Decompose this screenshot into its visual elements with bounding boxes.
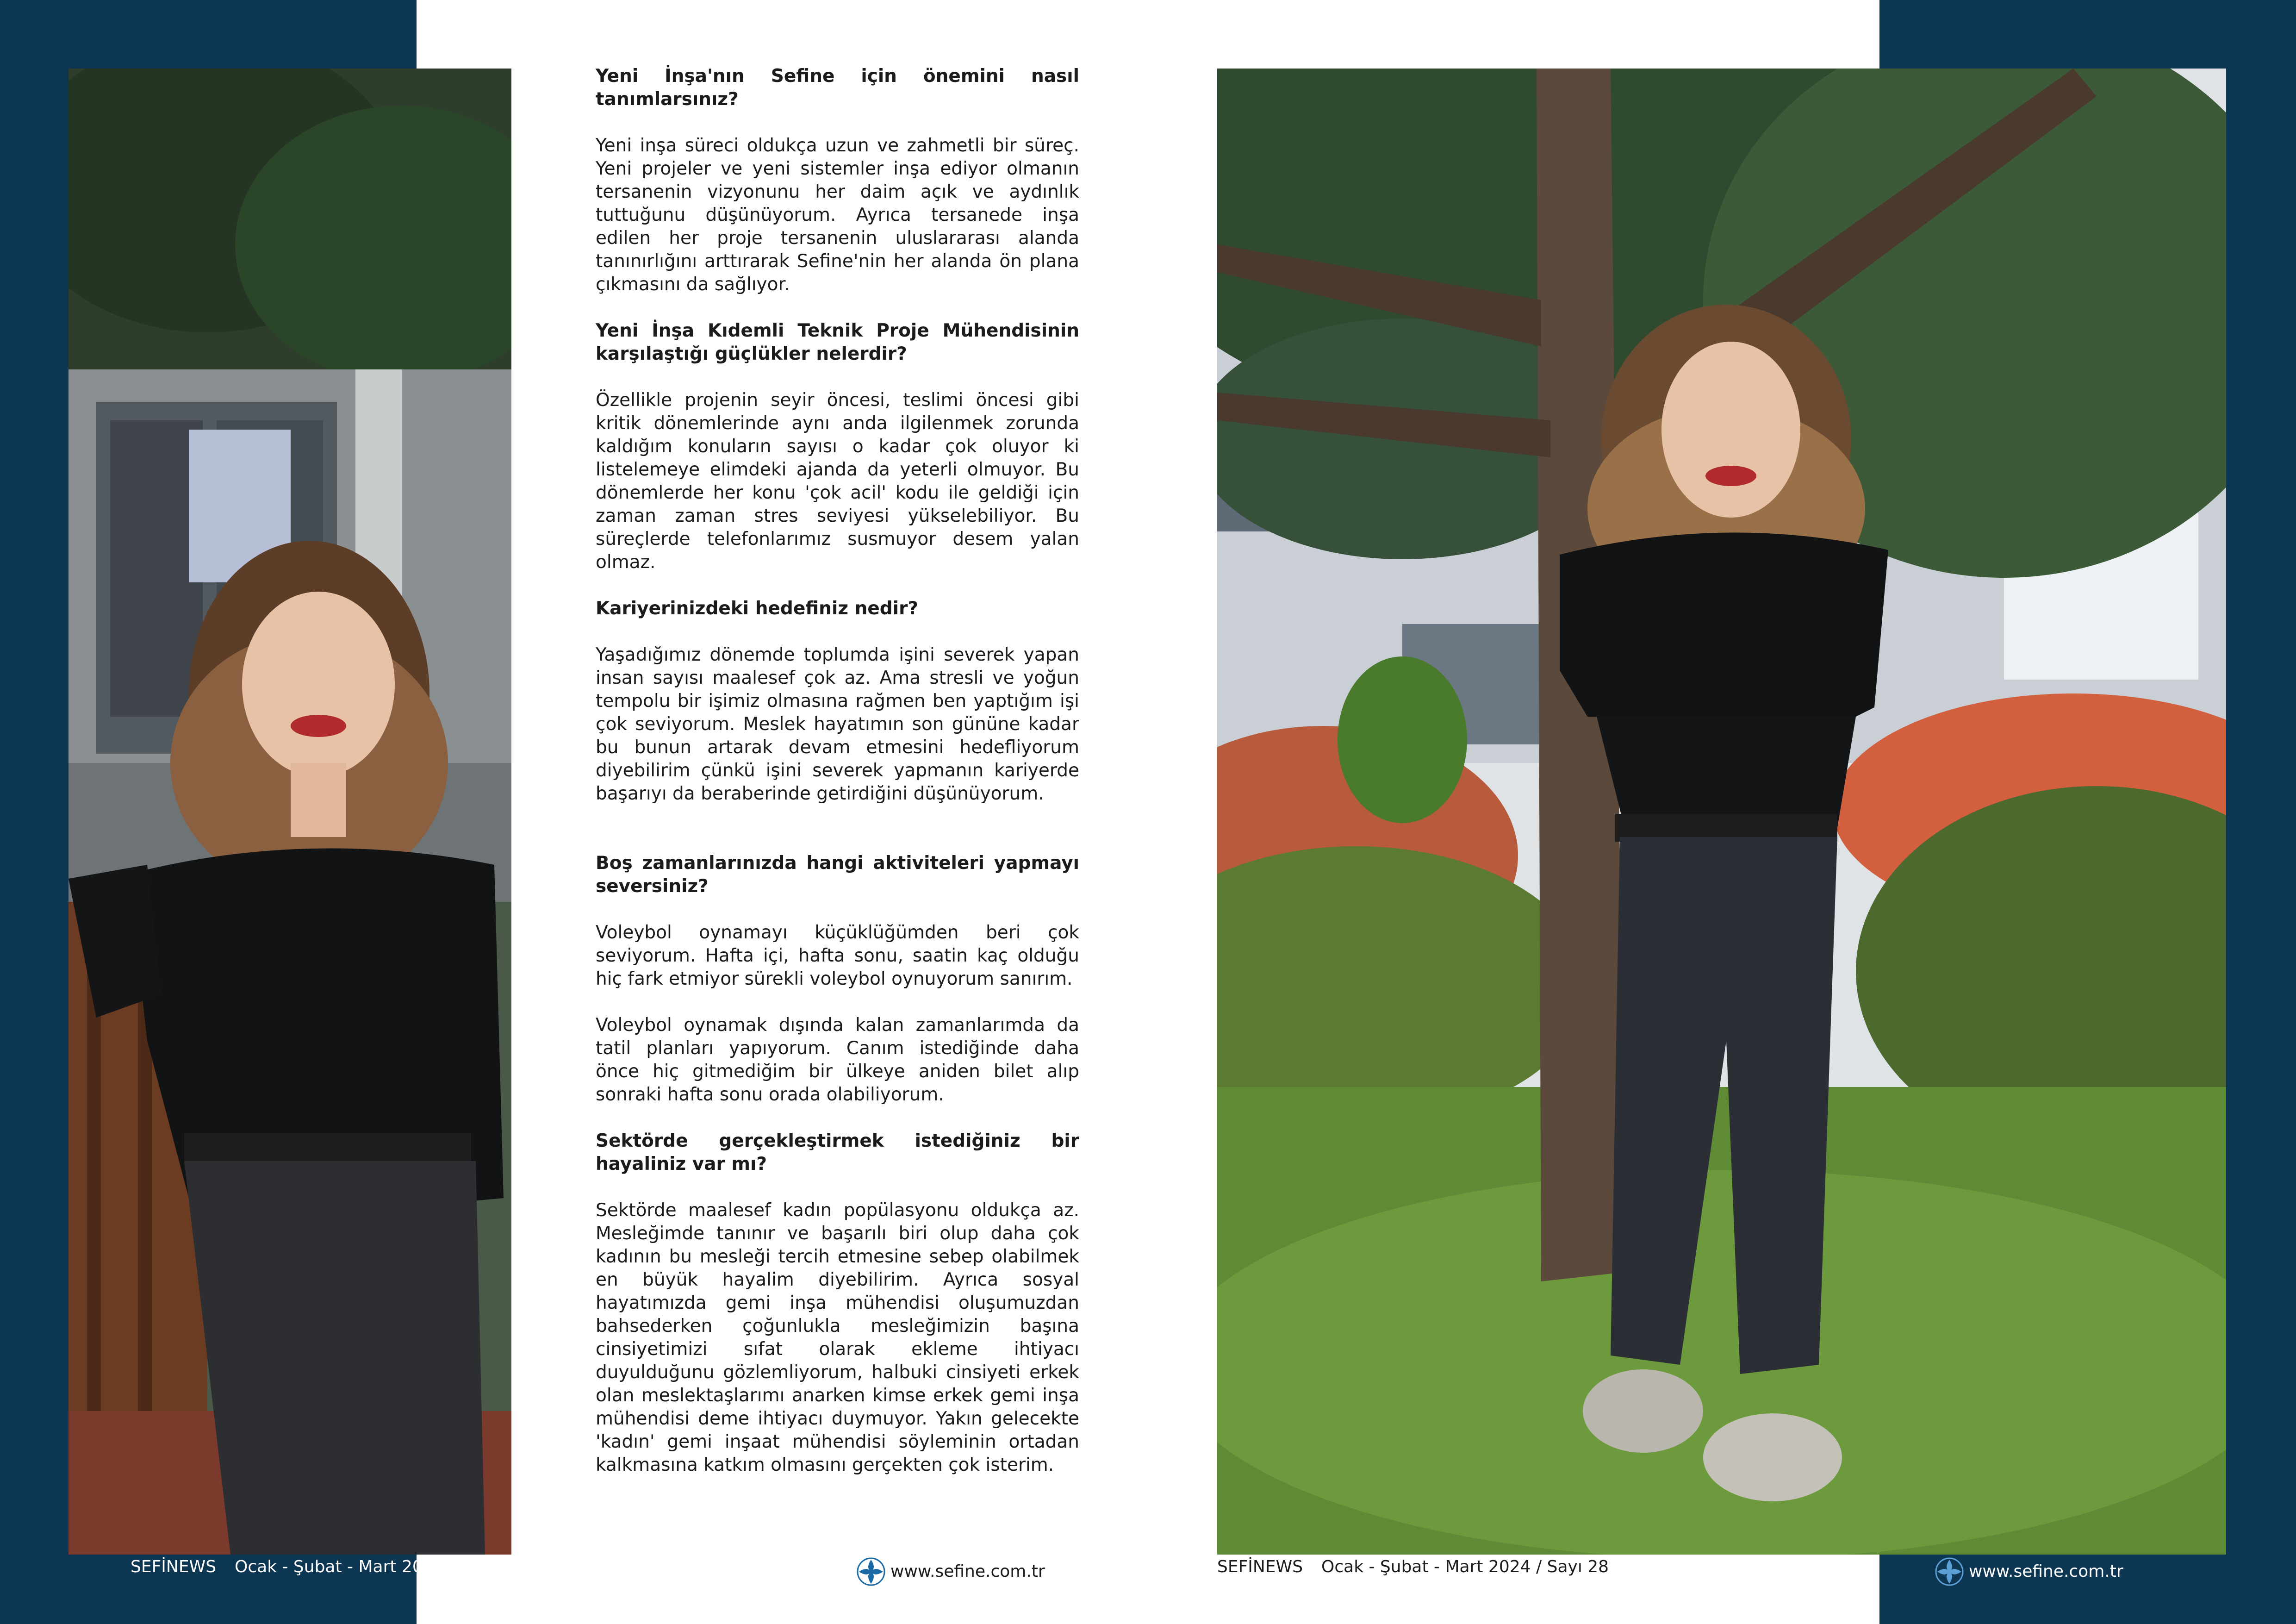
portrait-photo-left — [68, 69, 511, 1555]
website-text-right: www.sefine.com.tr — [1969, 1562, 2123, 1581]
sefine-logo-icon — [856, 1557, 886, 1587]
question-heading: Boş zamanlarınızda hangi aktiviteleri yapmayı seversiniz? — [596, 853, 1079, 897]
question-heading: Yeni İnşa Kıdemli Teknik Proje Mühendisinin karşılaştığı güçlükler nelerdir? — [596, 320, 1079, 364]
website-link-right[interactable] — [1935, 1557, 2123, 1587]
page-number-right: 70 — [2199, 1555, 2227, 1578]
answer-paragraph: Özellikle projenin seyir öncesi, teslimi öncesi gibi kritik dönemlerinde aynı anda ilgilenmek zorunda kaldığım konuların sayısı o kadar çok oluyor ki listelemeye elimdeki ajanda da yeterli olmuyor. Bu dönemlerde her konu 'çok acil' kodu ile geldiği için zaman zaman stres seviyesi yükselebiliyor. Bu süreçlerde telefonlarımız susmuyor desem yalan olmaz. — [596, 390, 1079, 573]
answer-paragraph: Voleybol oynamak dışında kalan zamanlarımda da tatil planları yapıyorum. Canım istediğinde daha önce hiç gitmediğim bir ülkeye aniden bilet alıp sonraki hafta sonu orada olabiliyorum. — [596, 1015, 1079, 1105]
interview-article — [596, 65, 1079, 1500]
issue-info-left: Ocak - Şubat - Mart 2024 / Sayı 28 — [235, 1557, 523, 1576]
question-heading: Kariyerinizdeki hedefiniz nedir? — [596, 598, 918, 619]
sefine-logo-icon — [1935, 1557, 1964, 1587]
answer-paragraph: Voleybol oynamayı küçüklüğümden beri çok seviyorum. Hafta içi, hafta sonu, saatin kaç olduğu hiç fark etmiyor sürekli voleybol oynuyorum sanırım. — [596, 922, 1079, 989]
answer-paragraph: Yaşadığımız dönemde toplumda işini severek yapan insan sayısı maalesef çok az. Ama stresli ve yoğun tempolu bir işimiz olmasına rağmen ben yaptığım işi çok seviyorum. Meslek hayatımın son gününe kadar bu bunun artarak devam etmesini hedefliyorum diyebilirim çünkü işini severek yapmanın kariyerde başarıyı da beraberinde getirdiğini düşünüyorum. — [596, 644, 1079, 804]
answer-paragraph: Yeni inşa süreci oldukça uzun ve zahmetli bir süreç. Yeni projeler ve yeni sistemler inşa ediyor olmanın tersanenin vizyonunu her daim açık ve aydınlık tuttuğunu düşünüyorum. Ayrıca tersanede inşa edilen her proje tersanenin uluslararası alanda tanınırlığını arttırarak Sefine'nin her alanda ön plana çıkmasını da sağlıyor. — [596, 135, 1079, 295]
answer-paragraph: Sektörde maalesef kadın popülasyonu oldukça az. Mesleğimde tanınır ve başarılı biri olup daha çok kadının bu mesleği tercih etmesine sebep olabilmek en büyük hayalim diyebilirim. Ayrıca sosyal hayatımızda gemi inşa mühendisi oluşumuzdan bahsederken çoğunlukla mesleğimizin başına cinsiyetimizi sıfat olarak ekleme ihtiyacı duyulduğunu gözlemliyorum, halbuki cinsiyeti erkek olan meslektaşlarımı anarken kimse erkek gemi inşa mühendisi deme ihtiyacı duymuyor. Yakın gelecekte 'kadın' gemi inşaat mühendisi söyleminin ortadan kalkmasına katkım olmasını gerçekten çok isterim. — [596, 1200, 1079, 1475]
portrait-photo-right — [1217, 69, 2226, 1555]
website-text-left: www.sefine.com.tr — [890, 1562, 1045, 1581]
paragraph-gap — [596, 829, 1079, 852]
website-link-left[interactable] — [856, 1557, 1045, 1587]
page-number-left: 69 — [68, 1555, 96, 1578]
question-heading: Yeni İnşa'nın Sefine için önemini nasıl tanımlarsınız? — [596, 66, 1079, 110]
issue-info-right: Ocak - Şubat - Mart 2024 / Sayı 28 — [1321, 1557, 1609, 1576]
magazine-name-left: SEFİNEWS — [131, 1557, 217, 1576]
question-heading: Sektörde gerçekleştirmek istediğiniz bir hayaliniz var mı? — [596, 1131, 1079, 1174]
magazine-name-right: SEFİNEWS — [1217, 1557, 1303, 1576]
